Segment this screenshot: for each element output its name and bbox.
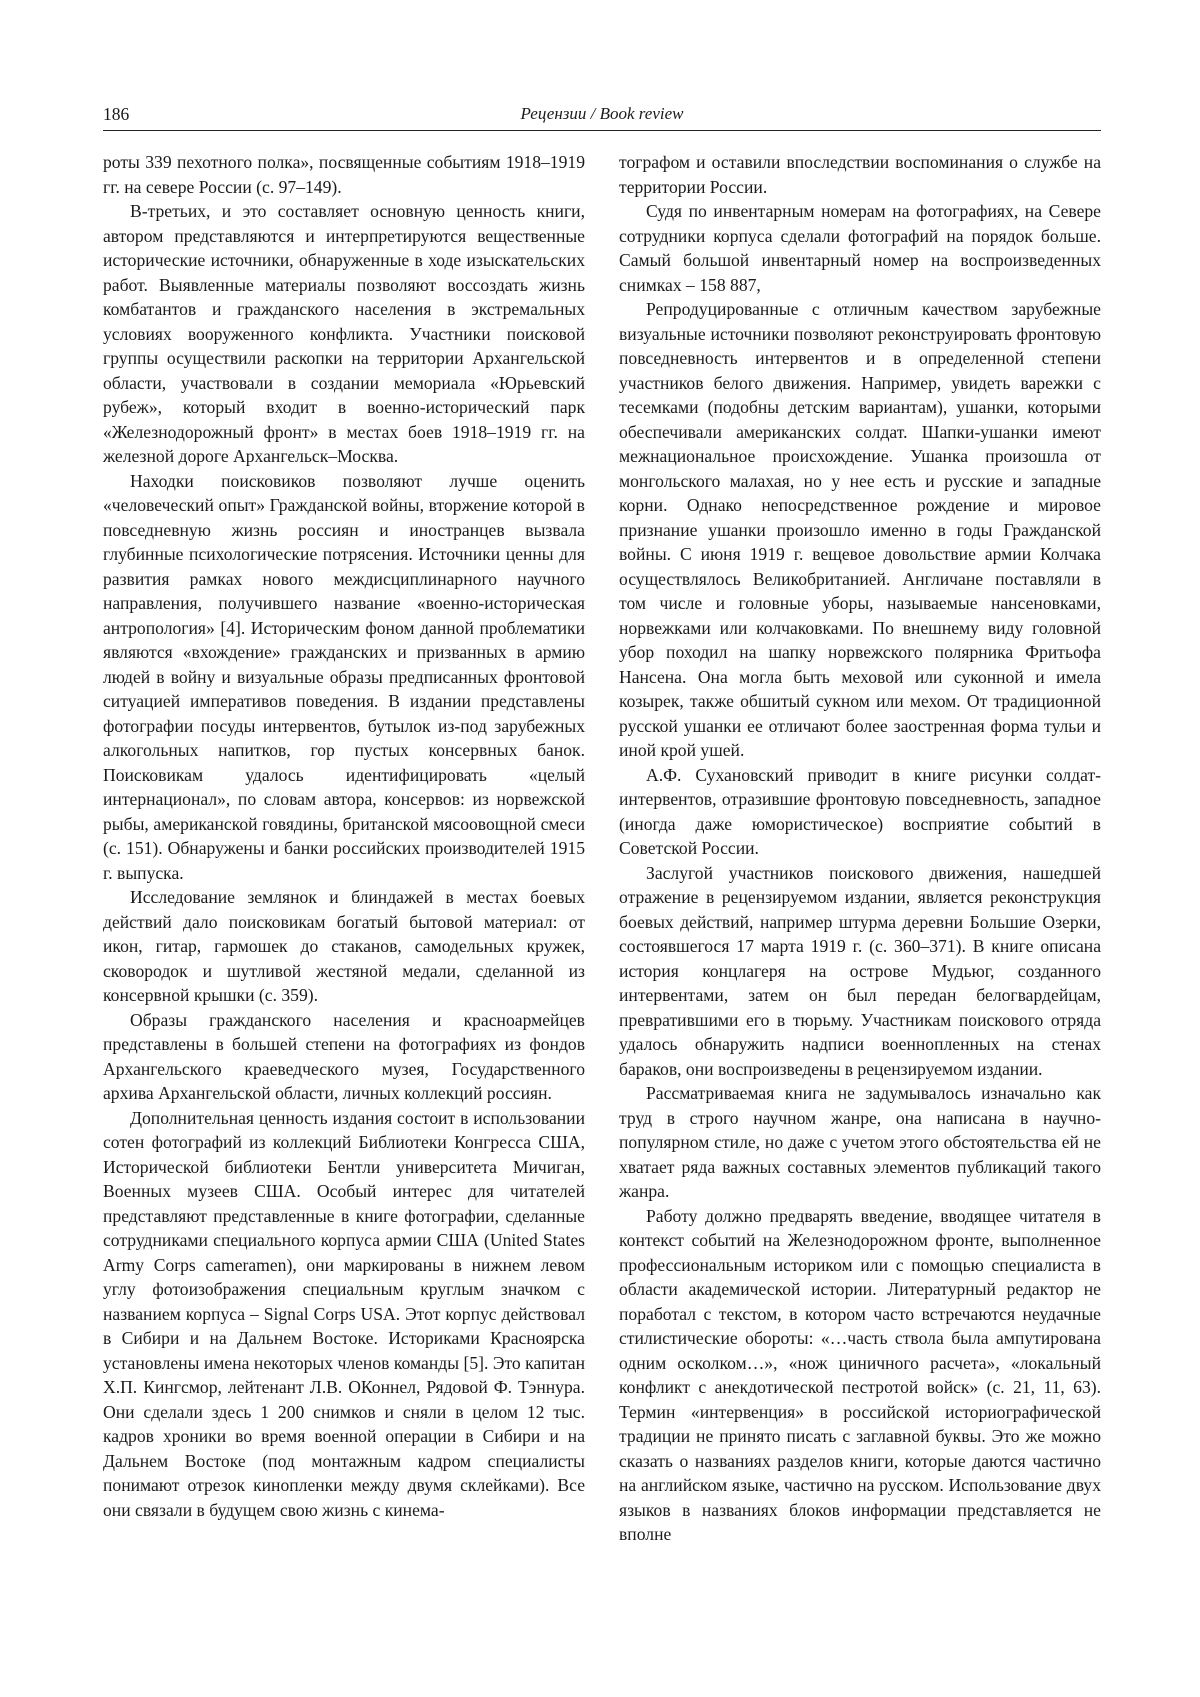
body-paragraph: Находки поисковиков позволяют лучше оценить «человеческий опыт» Гражданской войны, вторжение которой в повседневную жизнь россиян и иностранцев вызвала глубинные психологические потрясения. Источники ценны для развития рамках нового междисциплинарного научного направления, получившего название «военно-историческая антропология» [4]. Историческим фоном данной проблематики являются «вхождение» гражданских и призванных в армию людей в войну и визуальные образы предписанных фронтовой ситуацией императивов поведения. В издании представлены фотографии посуды интервентов, бутылок из-под зарубежных алкогольных напитков, гор пустых консервных банок. Поисковикам удалось идентифицировать «целый интернационал», по словам автора, консервов: из норвежской рыбы, американской говядины, британской мясоовощной смеси (с. 151). Обнаружены и банки российских производителей 1915 г. выпуска. [103,470,585,883]
body-paragraph: Дополнительная ценность издания состоит в использовании сотен фотографий из коллекций Библиотеки Конгресса США, Исторической библиотеки Бентли университета Мичиган, Военных музеев США. Особый интерес для читателей представляют представленные в книге фотографии, сделанные сотрудниками специального корпуса армии США (United States Army Corps cameramen), они маркированы в нижнем левом углу фотоизображения специальным круглым значком с названием корпуса – Signal Corps USA. Этот корпус действовал в Сибири и на Дальнем Востоке. Историками Красноярска установлены имена некоторых членов команды [5]. Это капитан Х.П. Кингсмор, лейтенант Л.В. ОКоннел, Рядовой Ф. Тэннура. Они сделали здесь 1 200 снимков и сняли в целом 12 тыс. кадров хроники во время военной операции в Сибири и на Дальнем Востоке (под монтажным кадром специалисты понимают отрезок кинопленки между двумя склейками). Все они связали в будущем свою жизнь с кинема- [103,1107,585,1520]
body-paragraph: Судя по инвентарным номерам на фотографиях, на Севере сотрудники корпуса сделали фотографий на порядок больше. Самый большой инвентарный номер на воспроизведенных снимках – 158 887, [619,201,1101,295]
left-column [103,150,585,1522]
running-title: Рецензии / Book review [520,104,684,123]
page-header [103,104,1101,131]
body-paragraph: А.Ф. Сухановский приводит в книге рисунки солдат-интервентов, отразившие фронтовую повседневность, западное (иногда даже юмористическое) восприятие событий в Советской России. [619,764,1101,858]
body-paragraph: тографом и оставили впоследствии воспоминания о службе на территории России. [619,152,1101,197]
body-paragraph: Исследование землянок и блиндажей в местах боевых действий дало поисковикам богатый бытовой материал: от икон, гитар, гармошек до стаканов, самодельных кружек, сковородок и шутливой жестяной медали, сделанной из консервной крышки (с. 359). [103,887,585,1005]
body-paragraph: В-третьих, и это составляет основную ценность книги, автором представляются и интерпретируются вещественные исторические источники, обнаруженные в ходе изыскательских работ. Выявленные материалы позволяют воссоздать жизнь комбатантов и гражданского населения в экстремальных условиях вооруженного конфликта. Участники поисковой группы осуществили раскопки на территории Архангельской области, участвовали в создании мемориала «Юрьевский рубеж», который входит в военно-исторический парк «Железнодорожный фронт» в местах боев 1918–1919 гг. на железной дороге Архангельск–Москва. [103,201,585,466]
body-paragraph: Работу должно предварять введение, вводящее читателя в контекст событий на Железнодорожном фронте, выполненное профессиональным историком или с помощью специалиста в области академической истории. Литературный редактор не поработал с текстом, в котором часто встречаются неудачные стилистические обороты: «…часть ствола была ампутирована одним осколком…», «нож циничного расчета», «локальный конфликт с анекдотической пестротой войск» (с. 21, 11, 63). Термин «интервенция» в российской историографической традиции не принято писать с заглавной буквы. Это же можно сказать о названиях разделов книги, которые даются частично на английском языке, частично на русском. Использование двух языков в названиях блоков информации представляется не вполне [619,1205,1101,1544]
body-paragraph: роты 339 пехотного полка», посвященные событиям 1918–1919 гг. на севере России (с. 97–149). [103,152,585,197]
right-column [619,150,1101,1547]
body-paragraph: Заслугой участников поискового движения, нашедшей отражение в рецензируемом издании, является реконструкция боевых действий, например штурма деревни Большие Озерки, состоявшегося 17 марта 1919 г. (с. 360–371). В книге описана история концлагеря на острове Мудьюг, созданного интервентами, затем он был передан белогвардейцам, превратившими его в тюрьму. Участникам поискового отряда удалось обнаружить надписи военнопленных на стенах бараков, они воспроизведены в рецензируемом издании. [619,862,1101,1079]
body-paragraph: Рассматриваемая книга не задумывалось изначально как труд в строго научном жанре, она написана в научно-популярном стиле, но даже с учетом этого обстоятельства ей не хватает ряда важных составных элементов публикаций такого жанра. [619,1083,1101,1201]
page-number: 186 [103,104,130,124]
body-paragraph: Репродуцированные с отличным качеством зарубежные визуальные источники позволяют реконструировать фронтовую повседневность интервентов и в определенной степени участников белого движения. Например, увидеть варежки с тесемками (подобны детским вариантам), ушанки, которыми обеспечивали американских солдат. Шапки-ушанки имеют межнациональное происхождение. Ушанка произошла от монгольского малахая, но у нее есть и русские и западные корни. Однако непосредственное рождение и мировое признание ушанки произошло именно в годы Гражданской войны. С июня 1919 г. вещевое довольствие армии Колчака осуществлялось Великобританией. Англичане поставляли в том числе и головные уборы, называемые нансеновками, норвежками или колчаковками. По внешнему виду головной убор походил на шапку норвежского полярника Фритьофа Нансена. Она могла быть меховой или суконной и имела козырек, также обшитый сукном или мехом. От традиционной русской ушанки ее отличают более заостренная форма тульи и иной крой ушей. [619,299,1101,760]
body-paragraph: Образы гражданского населения и красноармейцев представлены в большей степени на фотографиях из фондов Архангельского краеведческого музея, Государственного архива Архангельской области, личных коллекций россиян. [103,1009,585,1103]
